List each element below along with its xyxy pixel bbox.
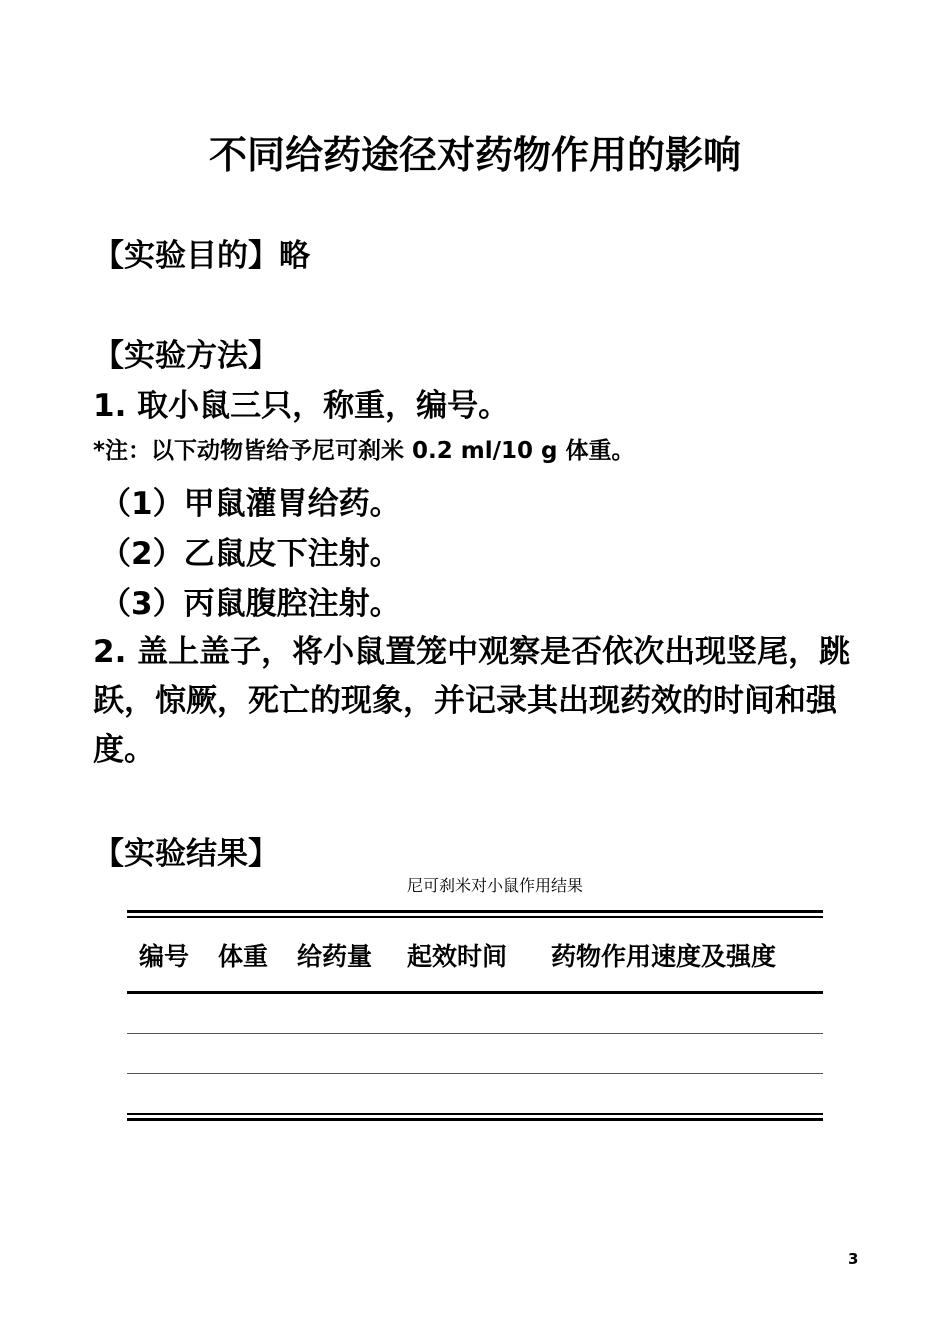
table-header-speed-intensity: 药物作用速度及强度	[551, 942, 777, 971]
table-header-rule	[127, 991, 823, 994]
table-top-rule	[127, 910, 823, 913]
table-row-divider	[127, 1073, 823, 1074]
section-aim: 【实验目的】略	[93, 238, 310, 274]
table-top-rule-inner	[127, 916, 823, 918]
page-number: 3	[848, 1250, 859, 1268]
table-header-dose: 给药量	[297, 942, 373, 971]
method-substep-1: （1）甲鼠灌胃给药。	[100, 486, 401, 522]
method-note: *注：以下动物皆给予尼可刹米 0.2 ml/10 g 体重。	[93, 438, 635, 464]
section-method-heading: 【实验方法】	[93, 338, 279, 374]
document-title: 不同给药途径对药物作用的影响	[208, 133, 741, 177]
section-result-heading: 【实验结果】	[93, 836, 279, 872]
table-header-onset-time: 起效时间	[407, 942, 508, 971]
table-bottom-rule-inner	[127, 1113, 823, 1115]
table-header-weight: 体重	[218, 942, 269, 971]
method-substep-2: （2）乙鼠皮下注射。	[100, 536, 401, 572]
method-substep-3: （3）丙鼠腹腔注射。	[100, 586, 401, 622]
table-bottom-rule	[127, 1118, 823, 1121]
table-row-divider	[127, 1033, 823, 1034]
table-header-id: 编号	[139, 942, 190, 971]
table-caption: 尼可刹米对小鼠作用结果	[406, 876, 583, 895]
method-step-1: 1. 取小鼠三只，称重，编号。	[93, 388, 510, 424]
method-step-2: 2. 盖上盖子，将小鼠置笼中观察是否依次出现竖尾，跳跃，惊厥，死亡的现象，并记录其出现药效的时间和强度。	[93, 634, 851, 768]
